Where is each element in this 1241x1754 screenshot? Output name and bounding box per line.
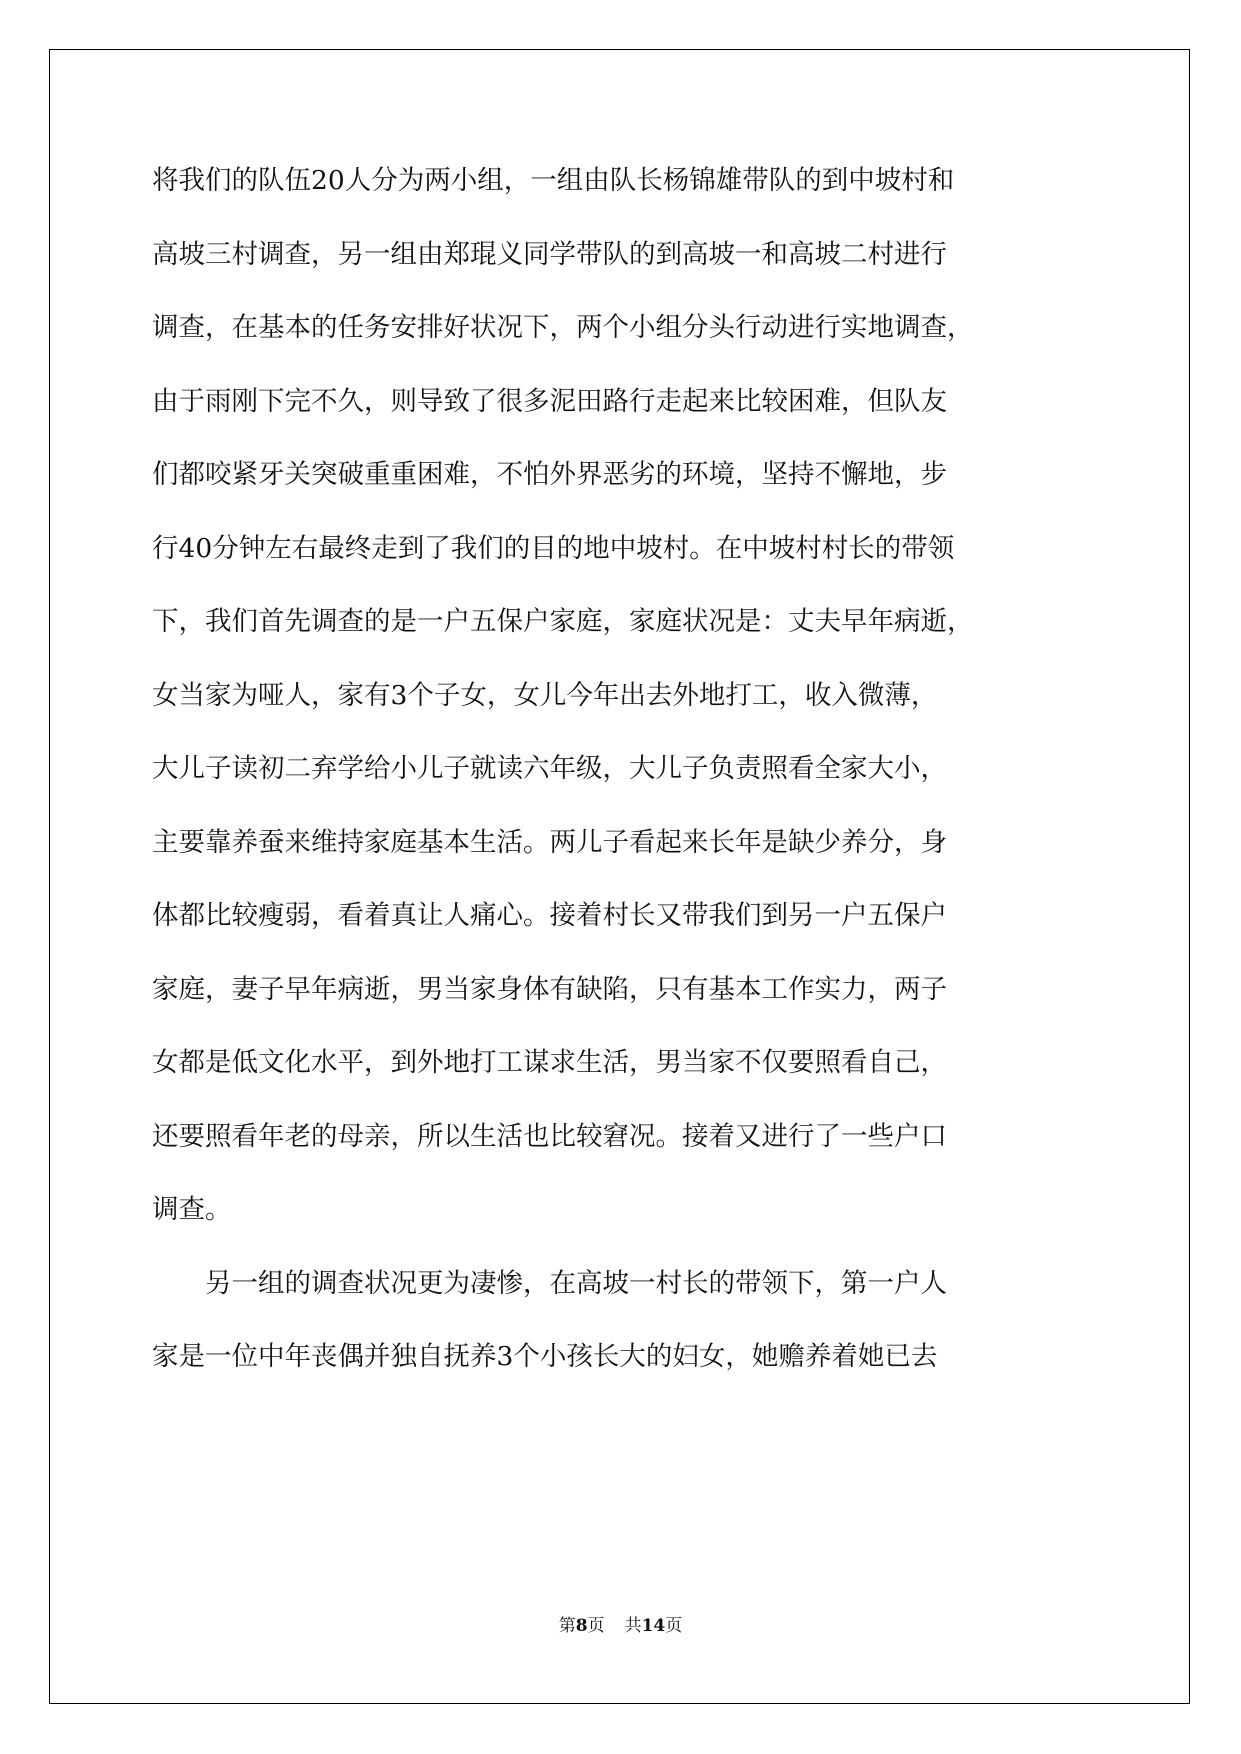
total-suffix: 页 [665, 1616, 683, 1636]
text-line-10: 主要靠养蚕来维持家庭基本生活。两儿子看起来长年是缺少养分，身 [152, 826, 947, 858]
text-line-6: 行40分钟左右最终走到了我们的目的地中坡村。在中坡村村长的带领 [152, 532, 955, 564]
text-line-3: 调查，在基本的任务安排好状况下，两个小组分头行动进行实地调查， [152, 312, 974, 343]
text-line-2: 高坡三村调查，另一组由郑琨义同学带队的到高坡一和高坡二村进行 [152, 238, 947, 270]
text-line-13: 女都是低文化水平，到外地打工谋求生活，男当家不仅要照看自己， [152, 1047, 947, 1078]
text-line-15: 调查。 [152, 1194, 232, 1225]
document-body [152, 160, 1092, 1410]
text-line-5: 们都咬紧牙关突破重重困难，不怕外界恶劣的环境，坚持不懈地，步 [152, 459, 947, 490]
text-line-16: 另一组的调查状况更为凄惨，在高坡一村长的带领下，第一户人 [152, 1267, 947, 1299]
text-line-17: 家是一位中年丧偶并独自抚养3个小孩长大的妇女，她赡养着她已去 [152, 1341, 938, 1372]
page-footer [0, 1611, 1241, 1636]
total-pages: 14 [641, 1616, 666, 1636]
text-line-7: 下，我们首先调查的是一户五保户家庭，家庭状况是：丈夫早年病逝， [152, 606, 974, 637]
text-line-12: 家庭，妻子早年病逝，男当家身体有缺陷，只有基本工作实力，两子 [152, 973, 947, 1005]
page-suffix: 页 [587, 1616, 605, 1636]
page-number: 8 [575, 1616, 588, 1636]
text-line-14: 还要照看年老的母亲，所以生活也比较窘况。接着又进行了一些户口 [152, 1120, 947, 1152]
text-line-4: 由于雨刚下完不久，则导致了很多泥田路行走起来比较困难，但队友 [152, 385, 947, 417]
page-prefix: 第 [558, 1616, 576, 1636]
text-line-9: 大儿子读初二弃学给小儿子就读六年级，大儿子负责照看全家大小， [152, 753, 947, 784]
total-prefix: 共 [624, 1616, 642, 1636]
text-line-1: 将我们的队伍20人分为两小组，一组由队长杨锦雄带队的到中坡村和 [152, 165, 955, 196]
text-line-8: 女当家为哑人，家有3个子女，女儿今年出去外地打工，收入微薄， [152, 679, 938, 711]
text-line-11: 体都比较瘦弱，看着真让人痛心。接着村长又带我们到另一户五保户 [152, 900, 947, 931]
